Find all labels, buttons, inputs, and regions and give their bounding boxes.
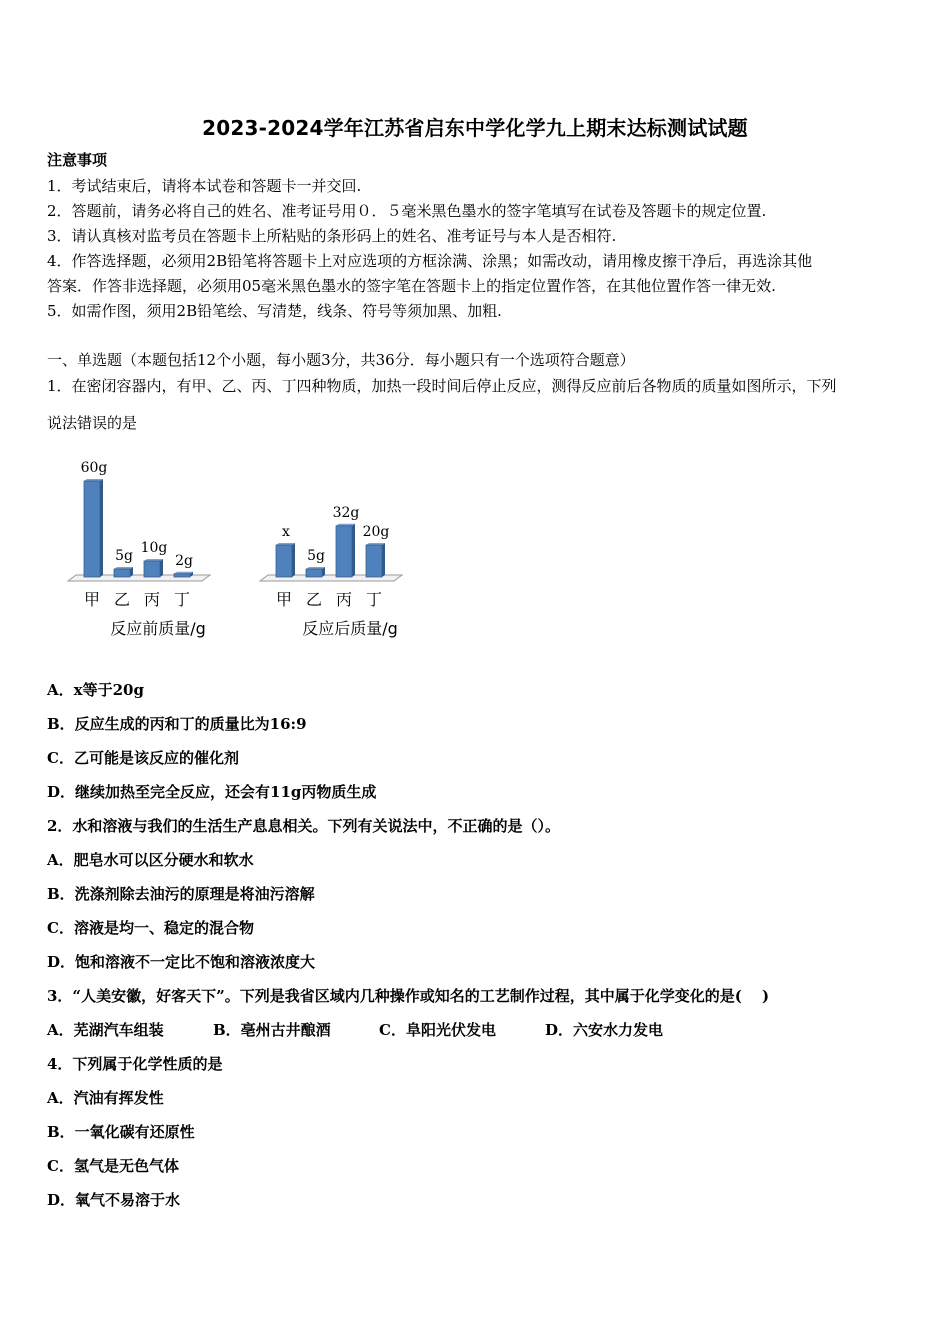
category-label: 甲	[83, 590, 101, 609]
notice-item: 1．考试结束后，请将本试卷和答题卡一并交回.	[47, 177, 362, 195]
chart-after-reaction	[260, 505, 402, 638]
question-1-stem-cont: 说法错误的是	[47, 414, 138, 432]
section-heading: 一、单选题（本题包括12个小题，每小题3分，共36分．每小题只有一个选项符合题意）	[47, 351, 635, 369]
q3-option-d: D．六安水力发电	[545, 1021, 664, 1039]
bar-甲	[276, 545, 292, 577]
bar-乙	[114, 569, 130, 577]
q2-option-b: B．洗涤剂除去油污的原理是将油污溶解	[47, 885, 315, 903]
bar-丙	[336, 526, 352, 577]
question-1-stem: 1．在密闭容器内，有甲、乙、丙、丁四种物质，加热一段时间后停止反应，测得反应前后各物质的质量如图所示，下列	[47, 377, 837, 395]
bar-side	[292, 543, 295, 577]
category-label: 甲	[275, 590, 293, 609]
bar-data-label: 5g	[115, 548, 133, 564]
bar-side	[382, 543, 385, 577]
bar-data-label: 20g	[362, 524, 390, 540]
q1-option-d: D．继续加热至完全反应，还会有11g丙物质生成	[47, 783, 377, 801]
q1-option-c: C．乙可能是该反应的催化剂	[47, 749, 239, 767]
notice-item: 5．如需作图，须用2B铅笔绘、写清楚，线条、符号等须加黑、加粗.	[47, 302, 502, 320]
chart-caption: 反应后质量/g	[302, 619, 398, 638]
page-title: 2023-2024学年江苏省启东中学化学九上期末达标测试试题	[202, 116, 748, 140]
category-label: 乙	[305, 590, 323, 609]
notice-item: 答案．作答非选择题，必须用05毫米黑色墨水的签字笔在答题卡上的指定位置作答，在其他位置作答一律无效.	[47, 277, 776, 295]
q3-option-c: C．阜阳光伏发电	[379, 1021, 496, 1039]
category-label: 丙	[335, 590, 353, 609]
q4-option-a: A．汽油有挥发性	[47, 1089, 164, 1107]
notice-item: 2．答题前，请务必将自己的姓名、准考证号用０．５毫米黑色墨水的签字笔填写在试卷及答题卡的规定位置.	[47, 202, 767, 220]
category-label: 丁	[365, 590, 383, 609]
bar-side	[160, 559, 163, 577]
q2-option-c: C．溶液是均一、稳定的混合物	[47, 919, 254, 937]
bar-side	[100, 479, 103, 577]
notice-item: 3．请认真核对监考员在答题卡上所粘贴的条形码上的姓名、准考证号与本人是否相符.	[47, 227, 617, 245]
notice-item: 4．作答选择题，必须用2B铅笔将答题卡上对应选项的方框涂满、涂黑；如需改动，请用橡皮擦干净后，再选涂其他	[47, 252, 813, 270]
question-3-stem: 3．“人美安徽，好客天下”。下列是我省区域内几种操作或知名的工艺制作过程，其中属于化学变化的是( )	[47, 987, 770, 1005]
category-label: 乙	[113, 590, 131, 609]
chart-caption: 反应前质量/g	[110, 619, 206, 638]
q3-option-a: A．芜湖汽车组装	[47, 1021, 164, 1039]
bar-丁	[366, 545, 382, 577]
q2-option-a: A．肥皂水可以区分硬水和软水	[47, 851, 254, 869]
mass-bar-charts	[60, 440, 440, 650]
bar-丁	[174, 574, 190, 577]
question-4-stem: 4．下列属于化学性质的是	[47, 1055, 223, 1073]
bar-data-label: 2g	[175, 552, 193, 569]
bar-data-label: 5g	[307, 548, 325, 564]
question-2-stem: 2．水和溶液与我们的生活生产息息相关。下列有关说法中，不正确的是（）。	[47, 817, 560, 835]
q3-options-row	[47, 1020, 663, 1040]
bar-乙	[306, 569, 322, 577]
q1-option-b: B．反应生成的丙和丁的质量比为16:9	[47, 715, 307, 733]
q4-option-d: D．氧气不易溶于水	[47, 1191, 181, 1209]
bar-甲	[84, 481, 100, 577]
bar-data-label: x	[282, 524, 290, 540]
bar-data-label: 32g	[332, 504, 360, 521]
q4-option-b: B．一氧化碳有还原性	[47, 1123, 195, 1141]
q1-option-a: A．x等于20g	[47, 681, 144, 699]
bar-data-label: 60g	[80, 460, 108, 476]
bar-丙	[144, 561, 160, 577]
category-label: 丁	[173, 590, 191, 609]
category-label: 丙	[143, 590, 161, 609]
bar-side	[352, 524, 355, 577]
q2-option-d: D．饱和溶液不一定比不饱和溶液浓度大	[47, 953, 316, 971]
notice-heading: 注意事项	[47, 151, 108, 169]
q4-option-c: C．氢气是无色气体	[47, 1157, 179, 1175]
bar-data-label: 10g	[140, 540, 168, 556]
chart-before-reaction	[68, 460, 210, 638]
q3-option-b: B．亳州古井酿酒	[213, 1021, 331, 1039]
